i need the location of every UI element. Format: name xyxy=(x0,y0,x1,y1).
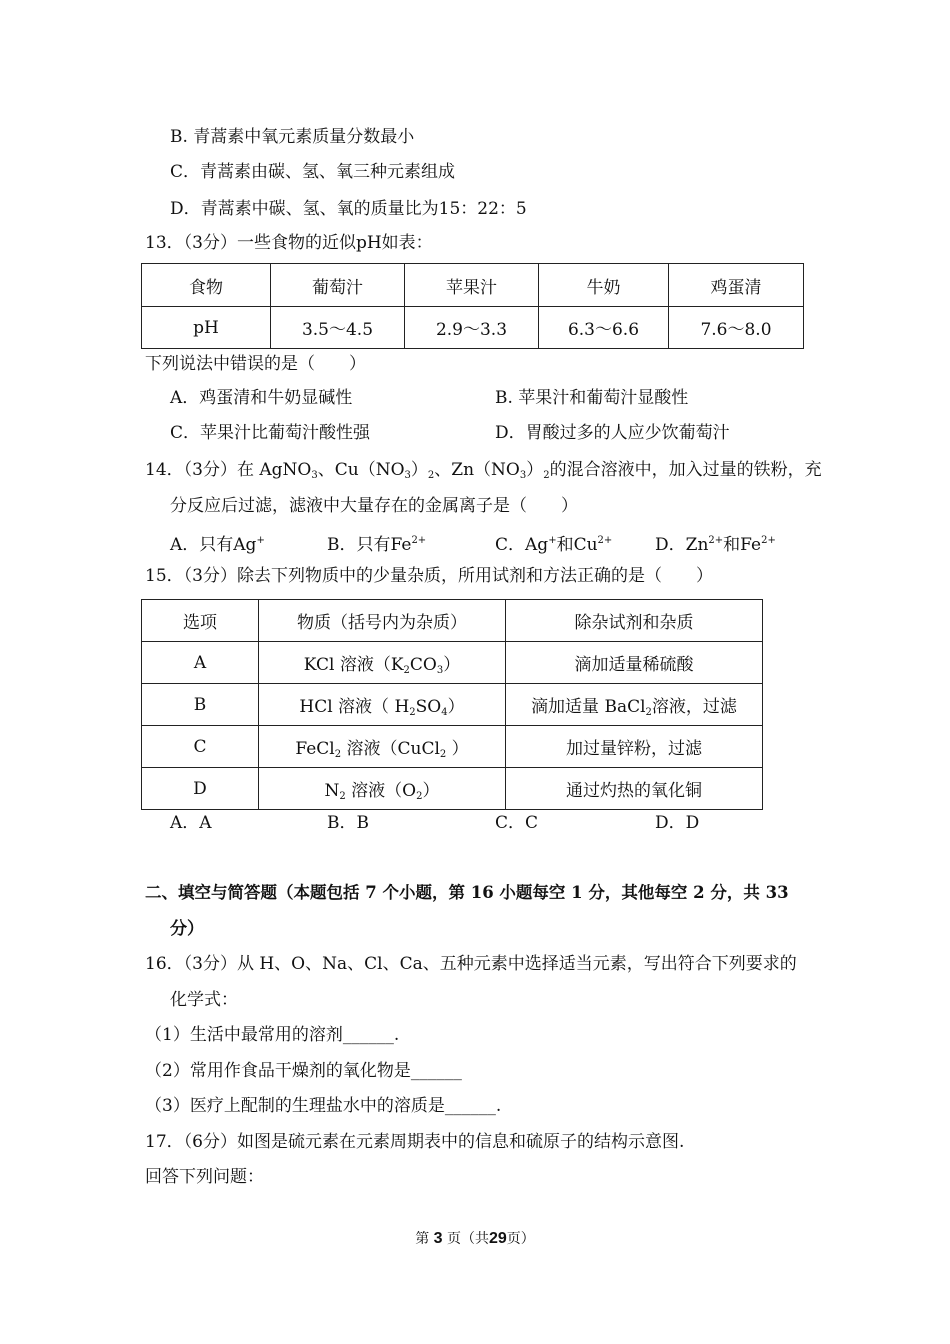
section-heading: 二、填空与简答题（本题包括 7 个小题，第 16 小题每空 1 分，其他每空 2 分，共 33 xyxy=(145,883,789,902)
q16-stem-cont: 化学式： xyxy=(170,990,238,1010)
q13-option-b: B. 苹果汁和葡萄汁显酸性 xyxy=(495,388,689,408)
table-row xyxy=(142,726,763,768)
q16-sub3: （3）医疗上配制的生理盐水中的溶质是______. xyxy=(145,1096,502,1116)
q16-stem: 16．（3分）从 H、O、Na、Cl、Ca、五种元素中选择适当元素，写出符合下列要求的 xyxy=(145,954,797,974)
q15-option-cell: B xyxy=(142,684,259,726)
q13-header-cell: 牛奶 xyxy=(539,264,669,307)
q13-cell: 7.6～8.0 xyxy=(669,307,804,349)
q17-prompt: 回答下列问题： xyxy=(145,1167,264,1187)
page-number: 3 xyxy=(433,1230,443,1247)
q14-option-c: C．Ag+和$Cu^{2+}$ xyxy=(495,535,613,555)
q14-stem: 14．（3分）在 AgNO$_3$、$Cu(NO_3)_2$、$Zn(NO_3)_2$的混合溶液中，加入过量的铁粉，充 xyxy=(145,460,822,481)
section-heading-cont: 分） xyxy=(170,919,204,939)
q13-cell: 2.9～3.3 xyxy=(405,307,539,349)
q12-option-b: B. 青蒿素中氧元素质量分数最小 xyxy=(170,127,415,147)
q15-table xyxy=(141,599,763,810)
q15-option-a: A．A xyxy=(170,813,212,833)
q15-substance-cell: HCl 溶液（ $H_2SO_4$） xyxy=(259,684,506,726)
q13-table-row xyxy=(142,307,804,349)
table-row xyxy=(142,684,763,726)
formula-agno3: AgNO$_3$ xyxy=(259,460,318,481)
q15-option-cell: D xyxy=(142,768,259,810)
q15-stem: 15．（3分）除去下列物质中的少量杂质，所用试剂和方法正确的是（ ） xyxy=(145,566,713,586)
q15-method-cell: 滴加适量稀硫酸 xyxy=(506,642,763,684)
q15-method-cell: 通过灼热的氧化铜 xyxy=(506,768,763,810)
q12-option-d: D．青蒿素中碳、氢、氧的质量比为15：22：5 xyxy=(170,199,527,219)
q15-substance-cell: $N_2$ 溶液$(O_2)$ xyxy=(259,768,506,810)
q12-option-c: C．青蒿素由碳、氢、氧三种元素组成 xyxy=(170,162,456,182)
q13-option-c: C．苹果汁比葡萄汁酸性强 xyxy=(170,423,371,443)
q16-sub1: （1）生活中最常用的溶剂______. xyxy=(145,1025,400,1045)
q13-header-cell: 鸡蛋清 xyxy=(669,264,804,307)
q15-substance-cell: FeCl$_2$ 溶液（CuCl$_2$ ） xyxy=(259,726,506,768)
q13-header-cell: 苹果汁 xyxy=(405,264,539,307)
q15-header-cell: 物质（括号内为杂质） xyxy=(259,600,506,642)
q13-cell: 6.3～6.6 xyxy=(539,307,669,349)
q13-option-a: A．鸡蛋清和牛奶显碱性 xyxy=(170,388,353,408)
q14-option-a: A．只有Ag+ xyxy=(170,535,265,555)
q17-stem: 17．（6分）如图是硫元素在元素周期表中的信息和硫原子的结构示意图. xyxy=(145,1132,685,1152)
table-row xyxy=(142,768,763,810)
q15-option-cell: C xyxy=(142,726,259,768)
q13-prompt: 下列说法中错误的是（ ） xyxy=(145,354,366,374)
q13-cell: pH xyxy=(142,307,271,349)
formula-cuno32: $Cu(NO_3)_2$ xyxy=(334,460,435,481)
q13-header-cell: 食物 xyxy=(142,264,271,307)
q13-option-d: D．胃酸过多的人应少饮葡萄汁 xyxy=(495,423,730,443)
q15-method-cell: 滴加适量 BaCl$_2$溶液，过滤 xyxy=(506,684,763,726)
q15-method-cell: 加过量锌粉，过滤 xyxy=(506,726,763,768)
q15-option-b: B．B xyxy=(327,813,369,833)
q15-option-cell: A xyxy=(142,642,259,684)
page-total: 29 xyxy=(489,1230,507,1247)
page-footer: 第 3 页（共29页） xyxy=(415,1230,535,1247)
q15-substance-cell: KCl 溶液$(K_2CO_3)$ xyxy=(259,642,506,684)
q14-option-b: B．只有$Fe^{2+}$ xyxy=(327,535,427,555)
q14-line2: 分反应后过滤，滤液中大量存在的金属离子是（ ） xyxy=(170,496,578,516)
q13-header-cell: 葡萄汁 xyxy=(271,264,405,307)
q13-table-header-row xyxy=(142,264,804,307)
q14-option-d: D．$Zn^{2+}$和$Fe^{2+}$ xyxy=(655,535,776,555)
q16-sub2: （2）常用作食品干燥剂的氧化物是______ xyxy=(145,1061,462,1081)
q15-header-row xyxy=(142,600,763,642)
q15-option-d: D．D xyxy=(655,813,700,833)
q13-ph-table xyxy=(141,263,804,349)
q15-header-cell: 选项 xyxy=(142,600,259,642)
formula-znno32: $Zn(NO_3)_2$ xyxy=(451,460,550,481)
table-row xyxy=(142,642,763,684)
q15-header-cell: 除杂试剂和杂质 xyxy=(506,600,763,642)
q15-option-c: C．C xyxy=(495,813,539,833)
q13-cell: 3.5～4.5 xyxy=(271,307,405,349)
q13-stem: 13．（3分）一些食物的近似pH如表： xyxy=(145,233,433,253)
